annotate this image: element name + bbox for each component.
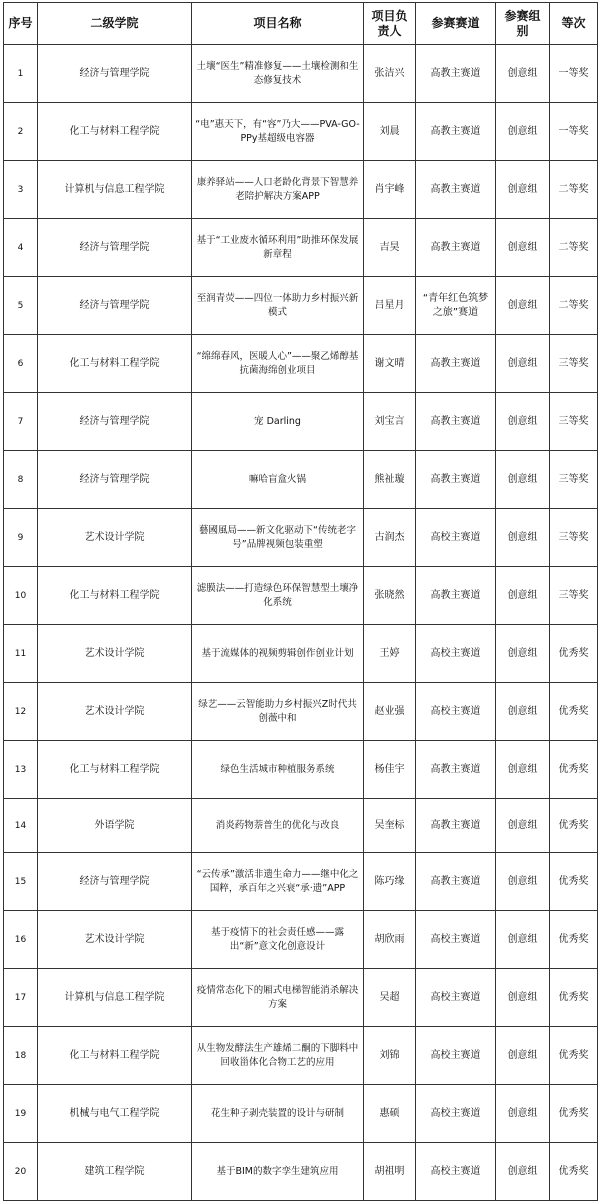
college-cell: 经济与管理学院 <box>38 45 192 103</box>
leader-cell: 谢文晴 <box>364 335 416 393</box>
level-cell: 三等奖 <box>550 335 598 393</box>
project-cell: “绵绵春风，医暖人心”——聚乙烯醇基抗菌海绵创业项目 <box>192 335 364 393</box>
leader-cell: 惠硕 <box>364 1085 416 1143</box>
leader-cell: 吕星月 <box>364 277 416 335</box>
level-cell: 三等奖 <box>550 451 598 509</box>
college-cell: 经济与管理学院 <box>38 451 192 509</box>
seq-cell: 4 <box>4 219 38 277</box>
college-cell: 艺术设计学院 <box>38 683 192 741</box>
project-cell: 消炎药物萘普生的优化与改良 <box>192 799 364 853</box>
table-row <box>4 1085 598 1143</box>
project-cell: 滤膜法——打造绿色环保智慧型土壤净化系统 <box>192 567 364 625</box>
seq-cell: 17 <box>4 969 38 1027</box>
group-cell: 创意组 <box>496 161 550 219</box>
table-row <box>4 161 598 219</box>
table-row <box>4 799 598 853</box>
seq-cell: 3 <box>4 161 38 219</box>
project-cell: 花生种子剥壳装置的设计与研制 <box>192 1085 364 1143</box>
seq-cell: 9 <box>4 509 38 567</box>
leader-cell: 陈巧缘 <box>364 853 416 911</box>
college-cell: 经济与管理学院 <box>38 393 192 451</box>
project-cell: “电”惠天下，有“容”乃大——PVA-GO-PPy基超级电容器 <box>192 103 364 161</box>
track-cell: 高校主赛道 <box>416 683 496 741</box>
seq-cell: 10 <box>4 567 38 625</box>
level-cell: 优秀奖 <box>550 853 598 911</box>
group-cell: 创意组 <box>496 1085 550 1143</box>
table-row <box>4 625 598 683</box>
table-row <box>4 451 598 509</box>
group-cell: 创意组 <box>496 567 550 625</box>
level-cell: 优秀奖 <box>550 625 598 683</box>
group-cell: 创意组 <box>496 683 550 741</box>
seq-cell: 12 <box>4 683 38 741</box>
track-cell: “青年红色筑梦之旅”赛道 <box>416 277 496 335</box>
group-cell: 创意组 <box>496 451 550 509</box>
table-body <box>4 45 598 1201</box>
table-row <box>4 45 598 103</box>
level-cell: 三等奖 <box>550 567 598 625</box>
level-cell: 优秀奖 <box>550 741 598 799</box>
leader-cell: 赵业强 <box>364 683 416 741</box>
leader-cell: 杨佳宇 <box>364 741 416 799</box>
level-cell: 三等奖 <box>550 393 598 451</box>
header-seq: 序号 <box>4 3 38 45</box>
header-leader: 项目负责人 <box>364 3 416 45</box>
level-cell: 一等奖 <box>550 45 598 103</box>
seq-cell: 19 <box>4 1085 38 1143</box>
seq-cell: 1 <box>4 45 38 103</box>
project-cell: 土壤“医生”精准修复——土壤检测和生态修复技术 <box>192 45 364 103</box>
group-cell: 创意组 <box>496 1027 550 1085</box>
table-row <box>4 683 598 741</box>
level-cell: 三等奖 <box>550 509 598 567</box>
group-cell: 创意组 <box>496 911 550 969</box>
track-cell: 高教主赛道 <box>416 161 496 219</box>
level-cell: 一等奖 <box>550 103 598 161</box>
seq-cell: 16 <box>4 911 38 969</box>
college-cell: 外语学院 <box>38 799 192 853</box>
seq-cell: 2 <box>4 103 38 161</box>
track-cell: 高校主赛道 <box>416 911 496 969</box>
header-level: 等次 <box>550 3 598 45</box>
college-cell: 艺术设计学院 <box>38 625 192 683</box>
project-cell: 疫情常态化下的厢式电梯智能消杀解决方案 <box>192 969 364 1027</box>
table-row <box>4 911 598 969</box>
group-cell: 创意组 <box>496 509 550 567</box>
leader-cell: 胡祖明 <box>364 1143 416 1201</box>
leader-cell: 刘锦 <box>364 1027 416 1085</box>
project-cell: 嘛哈盲盒火锅 <box>192 451 364 509</box>
level-cell: 二等奖 <box>550 219 598 277</box>
leader-cell: 刘宝言 <box>364 393 416 451</box>
project-cell: 基于“工业废水循环利用”助推环保发展新章程 <box>192 219 364 277</box>
leader-cell: 胡欣雨 <box>364 911 416 969</box>
project-cell: 基于BIM的数字孪生建筑应用 <box>192 1143 364 1201</box>
level-cell: 二等奖 <box>550 161 598 219</box>
seq-cell: 20 <box>4 1143 38 1201</box>
group-cell: 创意组 <box>496 393 550 451</box>
seq-cell: 14 <box>4 799 38 853</box>
table-row <box>4 509 598 567</box>
leader-cell: 吴奎标 <box>364 799 416 853</box>
table-row <box>4 393 598 451</box>
track-cell: 高教主赛道 <box>416 103 496 161</box>
leader-cell: 熊祉璇 <box>364 451 416 509</box>
header-college: 二级学院 <box>38 3 192 45</box>
table-row <box>4 1027 598 1085</box>
project-cell: 基于疫情下的社会责任感——露出“新”意文化创意设计 <box>192 911 364 969</box>
level-cell: 二等奖 <box>550 277 598 335</box>
college-cell: 艺术设计学院 <box>38 509 192 567</box>
group-cell: 创意组 <box>496 103 550 161</box>
seq-cell: 15 <box>4 853 38 911</box>
group-cell: 创意组 <box>496 45 550 103</box>
project-cell: 绿艺——云智能助力乡村振兴Z时代共创薇中和 <box>192 683 364 741</box>
seq-cell: 7 <box>4 393 38 451</box>
header-group: 参赛组别 <box>496 3 550 45</box>
college-cell: 经济与管理学院 <box>38 219 192 277</box>
college-cell: 经济与管理学院 <box>38 277 192 335</box>
track-cell: 高教主赛道 <box>416 335 496 393</box>
table-row <box>4 1143 598 1201</box>
leader-cell: 吴超 <box>364 969 416 1027</box>
college-cell: 机械与电气工程学院 <box>38 1085 192 1143</box>
college-cell: 化工与材料工程学院 <box>38 567 192 625</box>
seq-cell: 5 <box>4 277 38 335</box>
award-table-container <box>3 2 598 1201</box>
table-row <box>4 219 598 277</box>
level-cell: 优秀奖 <box>550 1143 598 1201</box>
group-cell: 创意组 <box>496 625 550 683</box>
group-cell: 创意组 <box>496 853 550 911</box>
track-cell: 高教主赛道 <box>416 45 496 103</box>
track-cell: 高校主赛道 <box>416 625 496 683</box>
level-cell: 优秀奖 <box>550 969 598 1027</box>
leader-cell: 王婷 <box>364 625 416 683</box>
track-cell: 高校主赛道 <box>416 1085 496 1143</box>
level-cell: 优秀奖 <box>550 683 598 741</box>
college-cell: 计算机与信息工程学院 <box>38 161 192 219</box>
college-cell: 化工与材料工程学院 <box>38 1027 192 1085</box>
project-cell: 从生物发酵法生产雄烯二酮的下脚料中回收甾体化合物工艺的应用 <box>192 1027 364 1085</box>
track-cell: 高校主赛道 <box>416 1143 496 1201</box>
header-project: 项目名称 <box>192 3 364 45</box>
track-cell: 高教主赛道 <box>416 451 496 509</box>
table-row <box>4 969 598 1027</box>
leader-cell: 古润杰 <box>364 509 416 567</box>
track-cell: 高教主赛道 <box>416 393 496 451</box>
project-cell: 康养驿站——人口老龄化背景下智慧养老陪护解决方案APP <box>192 161 364 219</box>
leader-cell: 刘晨 <box>364 103 416 161</box>
table-row <box>4 741 598 799</box>
project-cell: 藝國風局——新文化驱动下“传统老字号”品牌视频包装重塑 <box>192 509 364 567</box>
college-cell: 建筑工程学院 <box>38 1143 192 1201</box>
track-cell: 高校主赛道 <box>416 969 496 1027</box>
track-cell: 高校主赛道 <box>416 509 496 567</box>
table-row <box>4 335 598 393</box>
project-cell: “云传承”激活非遗生命力——继中化之国粹，承百年之兴衰“承·遗”APP <box>192 853 364 911</box>
seq-cell: 18 <box>4 1027 38 1085</box>
leader-cell: 张洁兴 <box>364 45 416 103</box>
project-cell: 宠 Darling <box>192 393 364 451</box>
seq-cell: 13 <box>4 741 38 799</box>
group-cell: 创意组 <box>496 799 550 853</box>
project-cell: 至润青荧——四位一体助力乡村振兴新模式 <box>192 277 364 335</box>
college-cell: 化工与材料工程学院 <box>38 103 192 161</box>
leader-cell: 吉昊 <box>364 219 416 277</box>
seq-cell: 8 <box>4 451 38 509</box>
seq-cell: 11 <box>4 625 38 683</box>
college-cell: 艺术设计学院 <box>38 911 192 969</box>
level-cell: 优秀奖 <box>550 1085 598 1143</box>
level-cell: 优秀奖 <box>550 799 598 853</box>
award-table <box>3 2 598 1201</box>
track-cell: 高校主赛道 <box>416 1027 496 1085</box>
level-cell: 优秀奖 <box>550 1027 598 1085</box>
table-row <box>4 567 598 625</box>
college-cell: 化工与材料工程学院 <box>38 741 192 799</box>
college-cell: 经济与管理学院 <box>38 853 192 911</box>
level-cell: 优秀奖 <box>550 911 598 969</box>
group-cell: 创意组 <box>496 741 550 799</box>
group-cell: 创意组 <box>496 1143 550 1201</box>
group-cell: 创意组 <box>496 277 550 335</box>
group-cell: 创意组 <box>496 969 550 1027</box>
college-cell: 计算机与信息工程学院 <box>38 969 192 1027</box>
track-cell: 高教主赛道 <box>416 741 496 799</box>
leader-cell: 张晓然 <box>364 567 416 625</box>
track-cell: 高教主赛道 <box>416 799 496 853</box>
track-cell: 高教主赛道 <box>416 853 496 911</box>
table-header-row <box>4 3 598 45</box>
header-track: 参赛赛道 <box>416 3 496 45</box>
table-row <box>4 103 598 161</box>
leader-cell: 肖宇峰 <box>364 161 416 219</box>
table-row <box>4 277 598 335</box>
group-cell: 创意组 <box>496 219 550 277</box>
group-cell: 创意组 <box>496 335 550 393</box>
track-cell: 高教主赛道 <box>416 219 496 277</box>
track-cell: 高教主赛道 <box>416 567 496 625</box>
project-cell: 基于流媒体的视频剪辑创作创业计划 <box>192 625 364 683</box>
project-cell: 绿色生活城市种植服务系统 <box>192 741 364 799</box>
table-row <box>4 853 598 911</box>
college-cell: 化工与材料工程学院 <box>38 335 192 393</box>
seq-cell: 6 <box>4 335 38 393</box>
